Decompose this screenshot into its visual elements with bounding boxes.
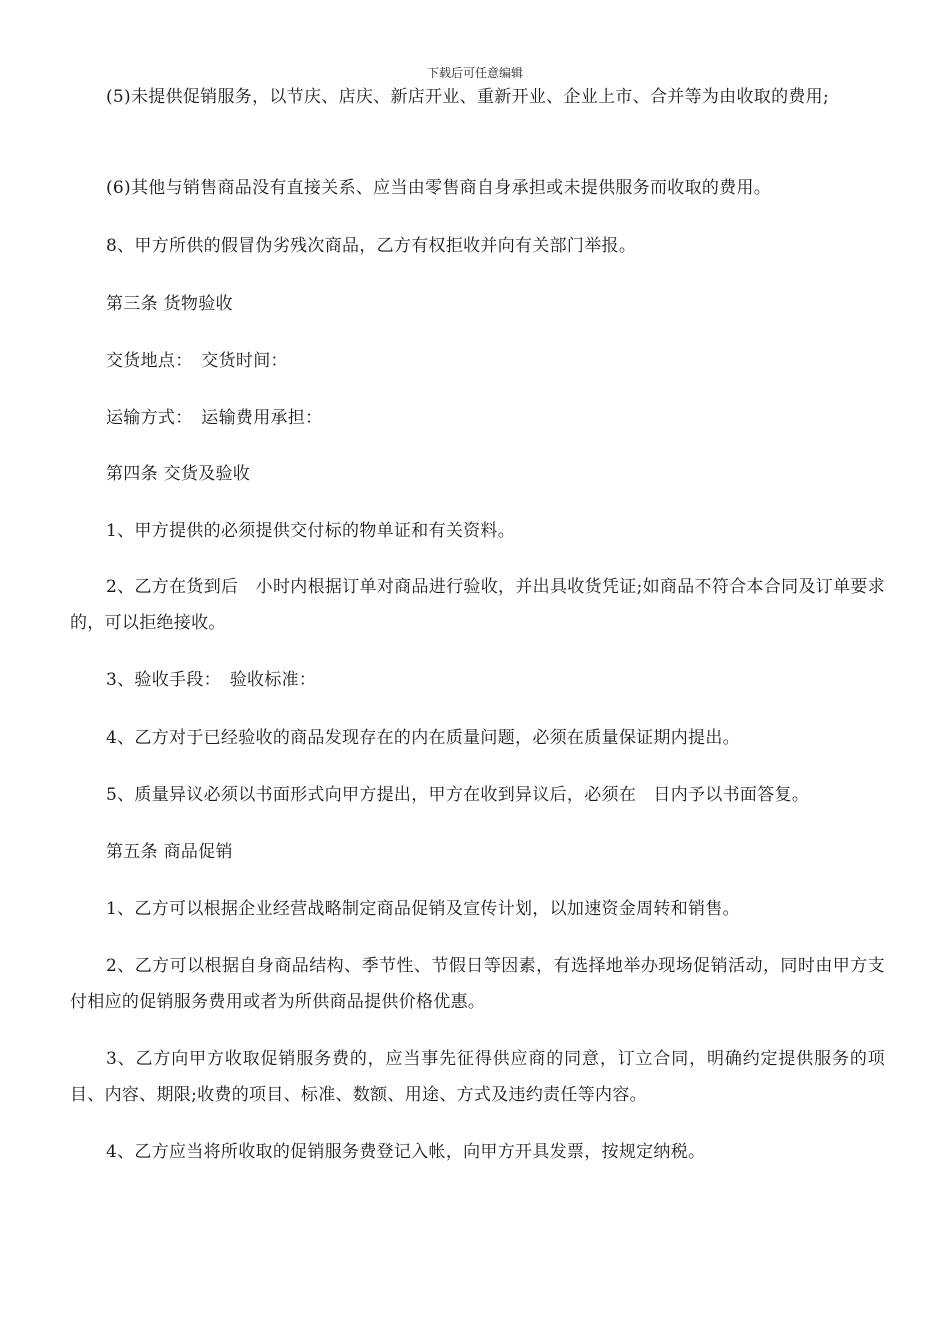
paragraph-clause-5: (5)未提供促销服务，以节庆、店庆、新店开业、重新开业、企业上市、合并等为由收取的费用; — [106, 87, 830, 107]
paragraph-article4-item-1: 1、甲方提供的必须提供交付标的物单证和有关资料。 — [106, 521, 516, 541]
paragraph-delivery-place-time: 交货地点： 交货时间： — [106, 351, 288, 371]
paragraph-article5-item-1: 1、乙方可以根据企业经营战略制定商品促销及宣传计划，以加速资金周转和销售。 — [106, 899, 740, 919]
section-heading-article-5: 第五条 商品促销 — [106, 842, 233, 862]
paragraph-article5-item-4: 4、乙方应当将所收取的促销服务费登记入帐，向甲方开具发票，按规定纳税。 — [106, 1142, 706, 1162]
header-note: 下载后可任意编辑 — [426, 66, 523, 80]
paragraph-article5-item-2: 2、乙方可以根据自身商品结构、季节性、节假日等因素，有选择地举办现场促销活动，同时由甲方支付相应的促销服务费用或者为所供商品提供价格优惠。 — [70, 956, 885, 1012]
section-heading-article-3: 第三条 货物验收 — [106, 294, 233, 314]
paragraph-article5-item-3: 3、乙方向甲方收取促销服务费的，应当事先征得供应商的同意，订立合同，明确约定提供服务的项目、内容、期限;收费的项目、标准、数额、用途、方式及违约责任等内容。 — [70, 1049, 885, 1105]
paragraph-article4-item-5: 5、质量异议必须以书面形式向甲方提出，甲方在收到异议后，必须在 日内予以书面答复。 — [106, 785, 810, 805]
section-heading-article-4: 第四条 交货及验收 — [106, 464, 251, 484]
paragraph-item-8: 8、甲方所供的假冒伪劣残次商品，乙方有权拒收并向有关部门举报。 — [106, 236, 637, 256]
paragraph-article4-item-4: 4、乙方对于已经验收的商品发现存在的内在质量问题，必须在质量保证期内提出。 — [106, 728, 740, 748]
paragraph-article4-item-3: 3、验收手段： 验收标准： — [106, 670, 317, 690]
paragraph-transport: 运输方式： 运输费用承担： — [106, 408, 323, 428]
paragraph-clause-6: (6)其他与销售商品没有直接关系、应当由零售商自身承担或未提供服务而收取的费用。 — [106, 178, 772, 198]
paragraph-article4-item-2: 2、乙方在货到后 小时内根据订单对商品进行验收，并出具收货凭证;如商品不符合本合同及订单要求的，可以拒绝接收。 — [70, 577, 885, 633]
